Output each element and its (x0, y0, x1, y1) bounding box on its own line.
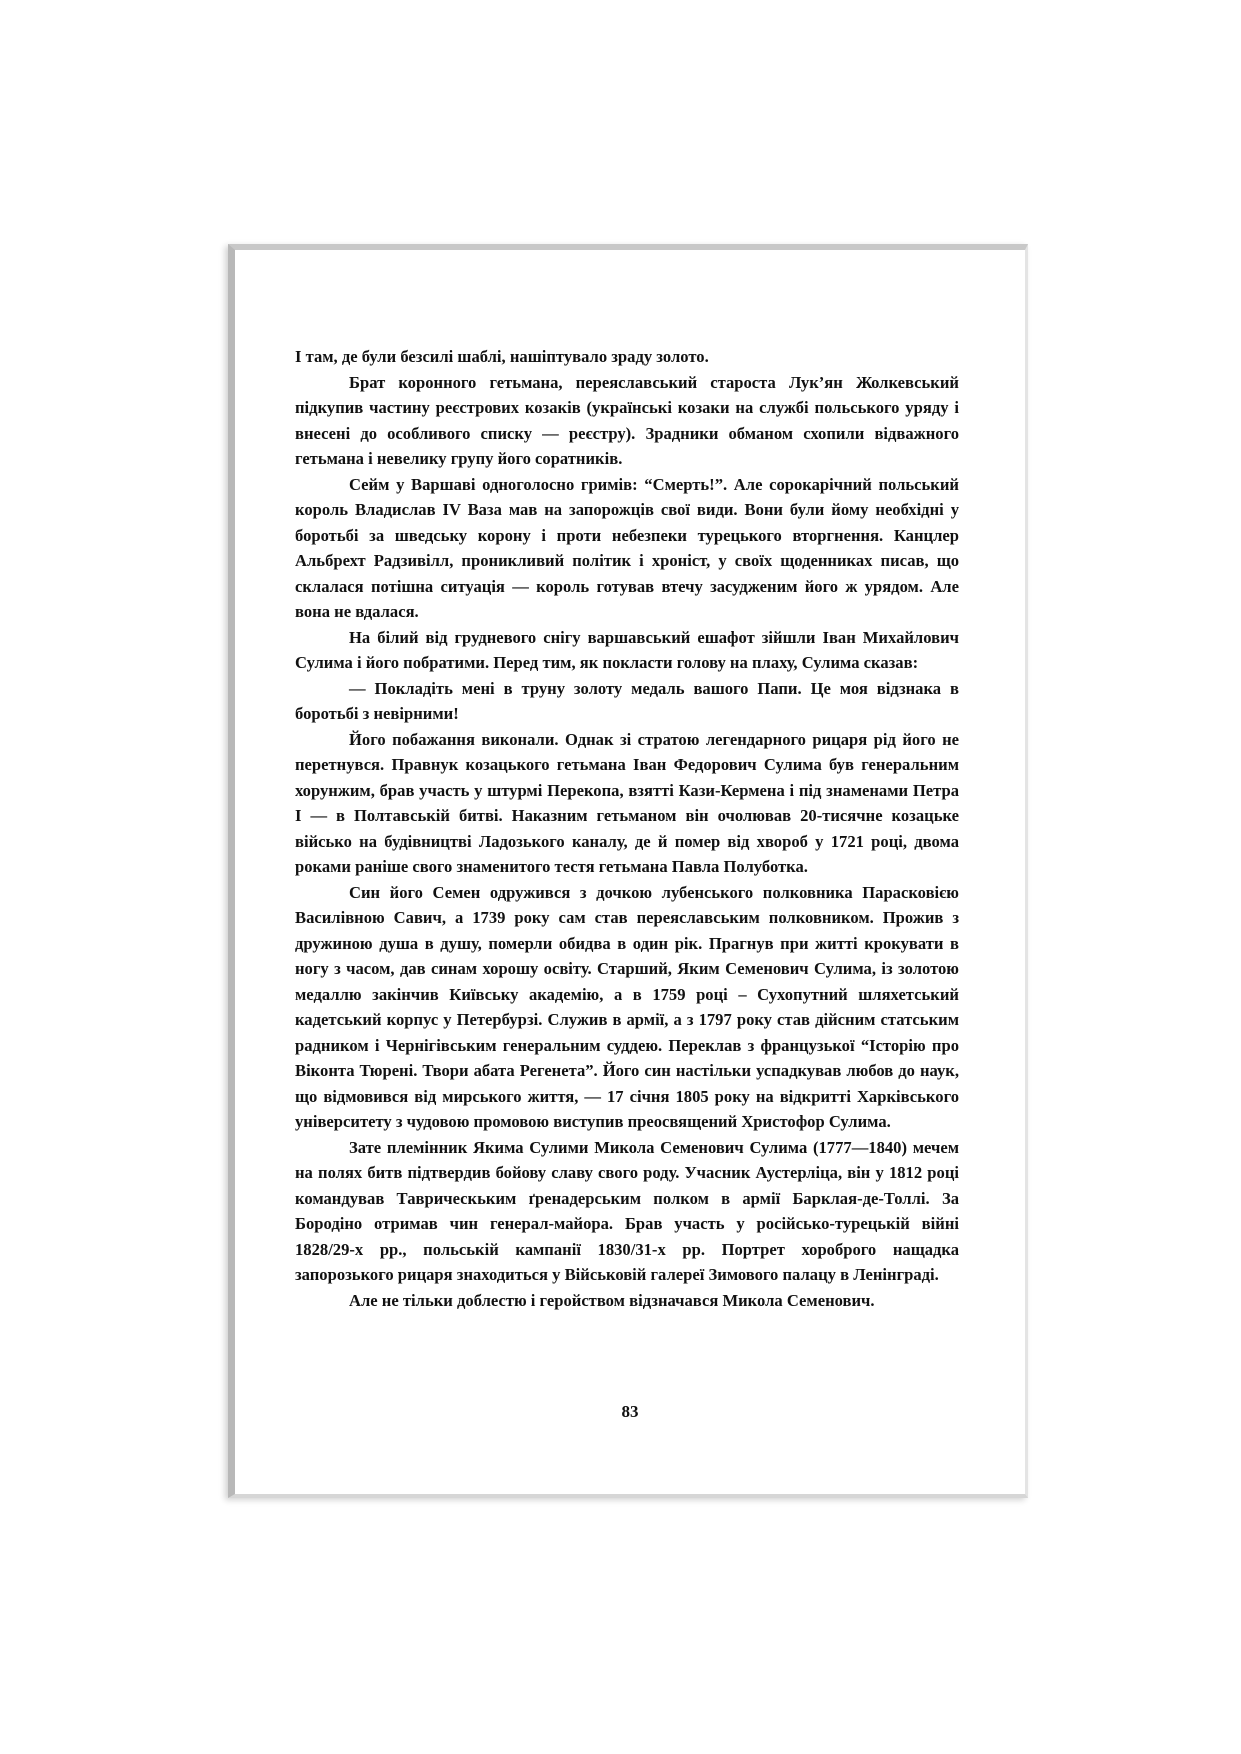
book-page (228, 244, 1028, 1498)
paragraph: Але не тільки доблестю і геройством відзначався Микола Семенович. (349, 1290, 875, 1310)
paragraph: Сейм у Варшаві одноголосно гримів: “Смерть!”. Але сорокарічний польський король Владислав IV Ваза мав на запорожців свої види. Вони були йому необхідні у боротьбі за шведську корону і проти небезпеки турецького вторгнення. Канцлер Альбрехт Радзивілл, проникливий політик і хроніст, у своїх щоденниках писав, що склалася потішна ситуація — король готував втечу засудженим його ж урядом. Але вона не вдалася. (295, 474, 959, 621)
paragraph: І там, де були безсилі шаблі, нашіптувало зраду золото. (295, 347, 709, 366)
paragraph: Брат коронного гетьмана, переяславський староста Лук’ян Жолкевський підкупив частину реєстрових козаків (українські козаки на службі польського уряду і внесені до особливого списку — реєстру). Зрадники обманом схопили відважного гетьмана і невелику групу його соратників. (295, 372, 959, 468)
paragraph: Його побажання виконали. Однак зі стратою легендарного рицаря рід його не перетнувся. Правнук козацького гетьмана Іван Федорович Сулима був генеральним хорунжим, брав участь у штурмі Перекопа, взятті Кази-Кермена і під знаменами Петра І — в Полтавській битві. Наказним гетьманом він очолював 20-тисячне козацьке військо на будівництві Ладозького каналу, де й помер від хвороб у 1721 році, двома роками раніше свого знаменитого тестя гетьмана Павла Полуботка. (295, 729, 959, 876)
page-number: 83 (621, 1402, 639, 1421)
paragraph: — Покладіть мені в труну золоту медаль вашого Папи. Це моя відзнака в боротьбі з невірними! (295, 678, 959, 723)
paragraph: Син його Семен одружився з дочкою лубенського полковника Парасковією Василівною Савич, а 1739 року сам став переяславським полковником. Прожив з дружиною душа в душу, померли обидва в один рік. Прагнув при житті крокувати в ногу з часом, дав синам хорошу освіту. Старший, Яким Семенович Сулима, із золотою медаллю закінчив Київську академію, а в 1759 році – Сухопутний шляхетський кадетський корпус у Петербурзі. Служив в армії, а з 1797 року став дійсним статським радником і Чернігівським генеральним суддею. Переклав з французької “Історію про Віконта Тюрені. Твори абата Регенета”. Його син настільки успадкував любов до наук, що відмовився від мирського життя, — 17 січня 1805 року на відкритті Харківського університету з чудовою промовою виступив преосвящений Христофор Сулима. (295, 882, 959, 1131)
paragraph: На білий від грудневого снігу варшавський ешафот зійшли Іван Михайлович Сулима і його побратими. Перед тим, як покласти голову на плаху, Сулима сказав: (295, 627, 959, 672)
paragraph: Зате племінник Якима Сулими Микола Семенович Сулима (1777—1840) мечем на полях битв підтвердив бойову славу свого роду. Учасник Аустерліца, він у 1812 році командував Таврическьким ґренадерським полком в армії Барклая-де-Толлі. За Бородіно отримав чин генерал-майора. Брав участь у російсько-турецькій війні 1828/29-х рр., польській кампанії 1830/31-х рр. Портрет хороброго нащадка запорозького рицаря знаходиться у Військовій галереї Зимового палацу в Ленінграді. (295, 1137, 959, 1284)
body-text (295, 344, 959, 1313)
